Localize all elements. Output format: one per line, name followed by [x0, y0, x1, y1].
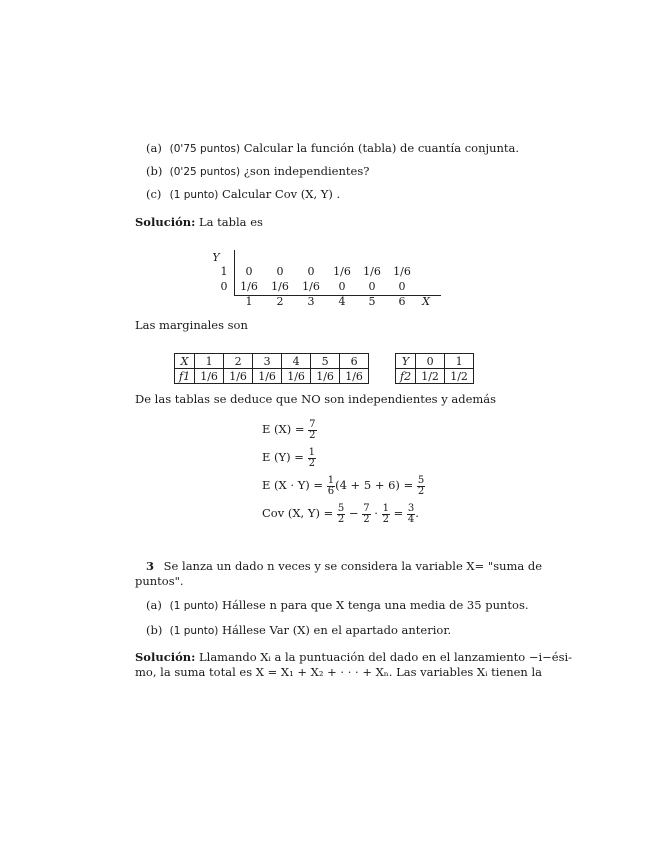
joint-cell: 0	[245, 265, 253, 278]
eq-lhs: E (X) =	[262, 422, 305, 436]
table-cell: X	[175, 354, 195, 369]
part-c-points: (1 punto)	[169, 189, 219, 201]
part-c-label: (c)	[146, 187, 162, 201]
solution-2-line-1	[135, 650, 572, 664]
joint-cell: 0	[276, 265, 284, 278]
fraction: $\frac{1}{2}$	[382, 502, 389, 525]
joint-x-value: 2	[276, 295, 284, 308]
part-a-points: (0'75 puntos)	[169, 143, 241, 155]
joint-x-value: 1	[245, 295, 253, 308]
part-points: (1 punto)	[169, 600, 219, 612]
joint-x-value: 5	[368, 295, 376, 308]
joint-x-value: 3	[307, 295, 315, 308]
table-cell: 1	[445, 354, 474, 369]
solution-1-heading: Solución:	[135, 215, 196, 229]
joint-y-label: Y	[212, 251, 220, 264]
problem-3-line-2: puntos".	[135, 574, 184, 588]
minus-sign: −	[348, 506, 359, 520]
marginal-x-table	[174, 353, 369, 384]
problem-3-part-a	[146, 598, 529, 613]
eq-mid: (4 + 5 + 6) =	[335, 478, 414, 492]
part-text: Hállese n para que X tenga una media de 35 puntos.	[222, 598, 529, 612]
joint-cell: 0	[368, 280, 376, 293]
table-cell: 1/6	[195, 369, 224, 384]
joint-row1-y: 1	[220, 265, 228, 278]
problem-3-line-1	[146, 559, 542, 573]
joint-cell: 1/6	[271, 280, 289, 293]
joint-cell: 1/6	[363, 265, 381, 278]
joint-cell: 1/6	[393, 265, 411, 278]
joint-cell: 1/6	[240, 280, 258, 293]
table-cell: f2	[396, 369, 416, 384]
joint-x-label: X	[422, 295, 430, 308]
period: .	[415, 506, 419, 520]
table-cell: 1/2	[445, 369, 474, 384]
eq-lhs: E (Y) =	[262, 450, 304, 464]
equation-expectation-xy	[262, 471, 425, 499]
equation-expectation-x	[262, 415, 317, 443]
solution-1	[135, 215, 263, 229]
fraction: $\frac{1}{2}$	[308, 446, 315, 469]
joint-cell: 0	[398, 280, 406, 293]
part-b-points: (0'25 puntos)	[169, 166, 241, 178]
fraction: $\frac{7}{2}$	[363, 502, 370, 525]
solution-1-text: La tabla es	[199, 215, 263, 229]
solution-2-line-2: mo, la suma total es X = X₁ + X₂ + · · · + Xₙ. Las variables Xᵢ tienen la	[135, 665, 542, 679]
deduction-text: De las tablas se deduce que NO son independientes y además	[135, 392, 497, 406]
part-label: (b)	[146, 623, 163, 637]
fraction: $\frac{7}{2}$	[309, 418, 316, 441]
table-cell: 1/6	[340, 369, 369, 384]
table-cell: 1/2	[416, 369, 445, 384]
part-label: (a)	[146, 598, 162, 612]
table-cell: 3	[253, 354, 282, 369]
table-cell: 6	[340, 354, 369, 369]
marginals-intro: Las marginales son	[135, 318, 248, 332]
table-cell: 5	[311, 354, 340, 369]
eq-lhs: Cov (X, Y) =	[262, 506, 334, 520]
problem-3-part-b	[146, 623, 451, 638]
fraction: $\frac{3}{4}$	[407, 502, 415, 525]
table-cell: Y	[396, 354, 416, 369]
table-cell: f1	[175, 369, 195, 384]
part-a-label: (a)	[146, 141, 162, 155]
part-b	[146, 164, 369, 179]
joint-x-value: 4	[338, 295, 346, 308]
joint-cell: 0	[307, 265, 315, 278]
table-cell: 1/6	[311, 369, 340, 384]
part-b-text: ¿son independientes?	[243, 164, 370, 178]
part-text: Hállese Var (X) en el apartado anterior.	[222, 623, 452, 637]
eq-lhs: E (X · Y) =	[262, 478, 324, 492]
problem-3-text: Se lanza un dado n veces y se considera la variable X= "suma de	[163, 559, 543, 573]
joint-cell: 1/6	[302, 280, 320, 293]
part-c-text: Calcular Cov (X, Y) .	[222, 187, 341, 201]
part-b-label: (b)	[146, 164, 163, 178]
part-points: (1 punto)	[169, 625, 219, 637]
fraction: $\frac{5}{2}$	[417, 474, 425, 497]
equation-covariance	[262, 499, 419, 527]
part-c	[146, 187, 340, 202]
table-cell: 1/6	[224, 369, 253, 384]
table-cell: 4	[282, 354, 311, 369]
fraction: $\frac{1}{6}$	[327, 474, 335, 497]
equation-expectation-y	[262, 443, 316, 471]
joint-cell: 1/6	[333, 265, 351, 278]
marginal-y-table	[395, 353, 474, 384]
problem-number: 3	[146, 559, 155, 573]
table-cell: 1	[195, 354, 224, 369]
part-a	[146, 141, 519, 156]
part-a-text: Calcular la función (tabla) de cuantía conjunta.	[243, 141, 520, 155]
table-cell: 2	[224, 354, 253, 369]
equals-sign: =	[393, 506, 404, 520]
table-cell: 0	[416, 354, 445, 369]
fraction: $\frac{5}{2}$	[337, 502, 345, 525]
solution-2-text: Llamando Xᵢ a la puntuación del dado en el lanzamiento −i−ési-	[199, 650, 573, 664]
table-cell: 1/6	[282, 369, 311, 384]
table-cell: 1/6	[253, 369, 282, 384]
dot-sign: ·	[374, 506, 378, 520]
joint-row0-y: 0	[220, 280, 228, 293]
joint-cell: 0	[338, 280, 346, 293]
joint-x-value: 6	[398, 295, 406, 308]
solution-2-heading: Solución:	[135, 650, 196, 664]
